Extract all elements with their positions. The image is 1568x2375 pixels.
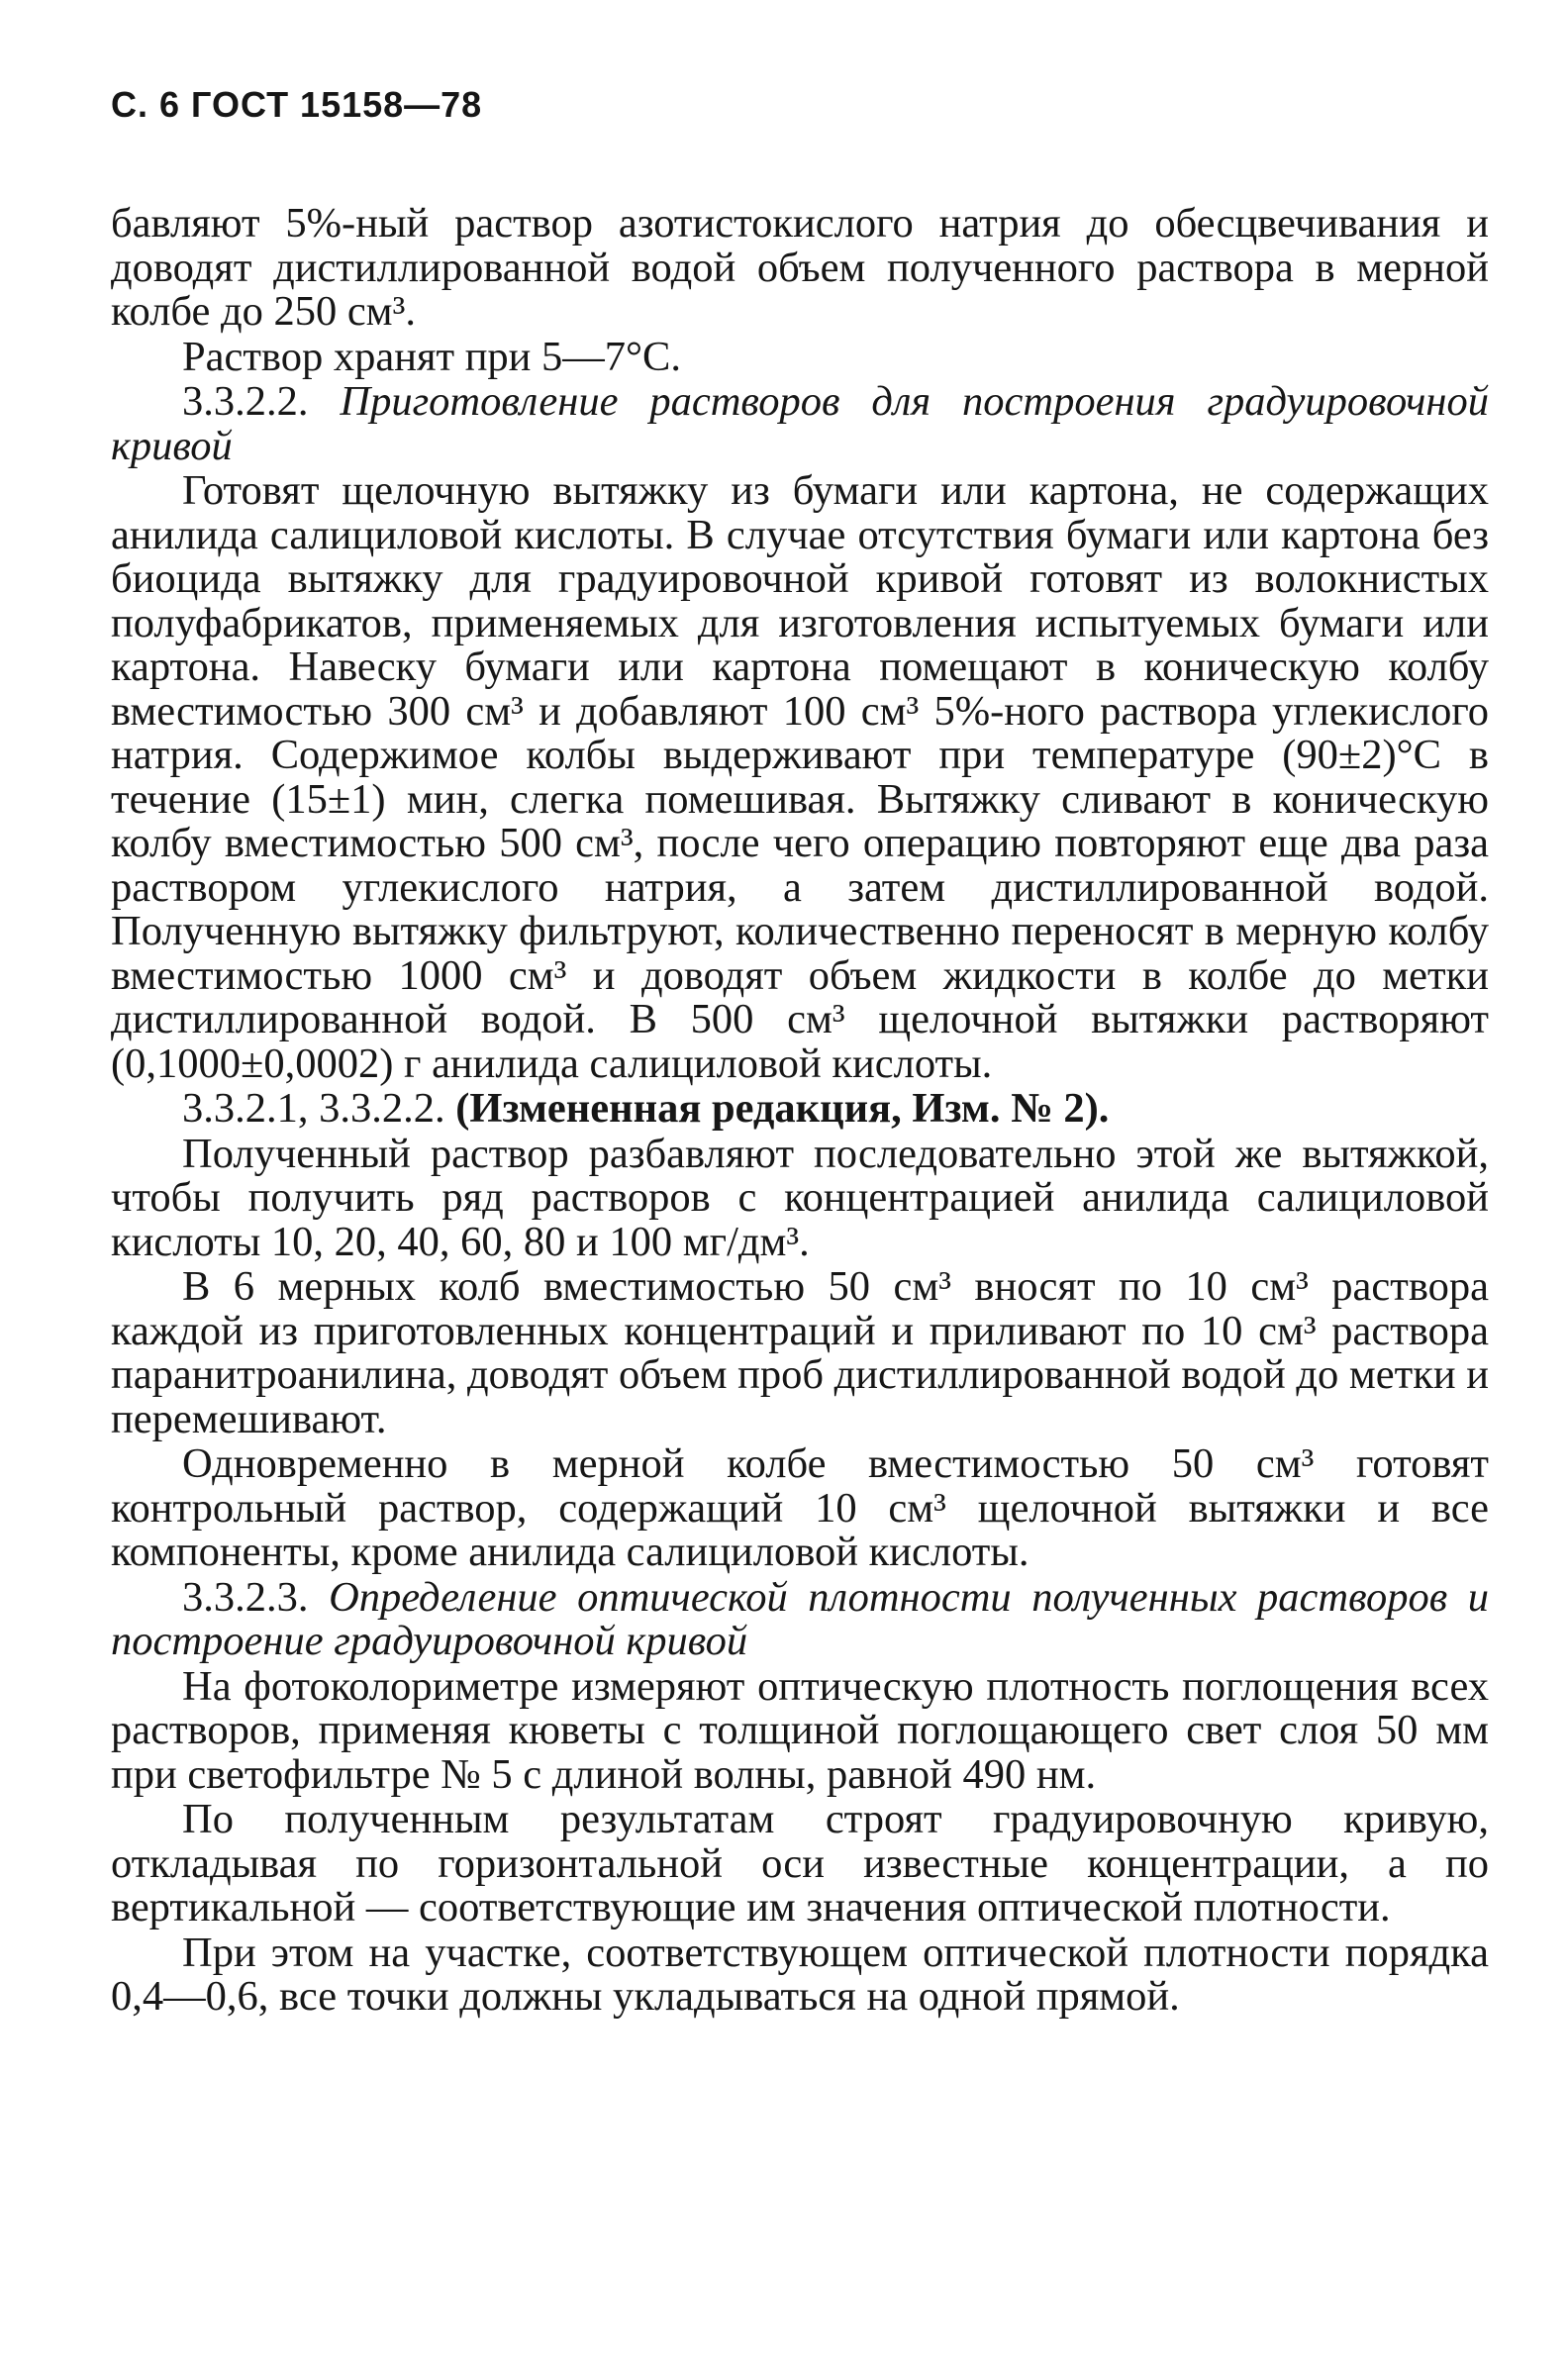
paragraph-measurement: На фотоколориметре измеряют оптическую плотность поглощения всех растворов, применяя кюветы с толщиной поглощающего свет слоя 50 мм при светофильтре № 5 с длиной волны, равной 490 нм.	[111, 1662, 1489, 1798]
document-body	[111, 202, 1489, 2020]
paragraph-calibration-curve: По полученным результатам строят градуировочную кривую, откладывая по горизонтальной оси известные концентрации, а по вертикальной — соответствующие им значения оптической плотности.	[111, 1796, 1489, 1930]
amendment-text: (Измененная редакция, Изм. № 2).	[455, 1085, 1110, 1132]
section-title: Определение оптической плотности полученных растворов и построение градуировочной кривой	[111, 1573, 1489, 1664]
paragraph-continuation: бавляют 5%-ный раствор азотистокислого натрия до обесцвечивания и доводят дистиллированной водой объем полученного раствора в мерной колбе до 250 см³.	[111, 200, 1489, 335]
section-number: 3.3.2.2.	[182, 378, 309, 425]
paragraph-dilution: Полученный раствор разбавляют последовательно этой же вытяжкой, чтобы получить ряд растворов с концентрацией анилида салициловой кислоты 10, 20, 40, 60, 80 и 100 мг/дм³.	[111, 1130, 1489, 1265]
paragraph-flasks: В 6 мерных колб вместимостью 50 см³ вносят по 10 см³ раствора каждой из приготовленных концентраций и приливают по 10 см³ раствора паранитроанилина, доводят объем проб дистиллированной водой до метки и перемешивают.	[111, 1263, 1489, 1442]
section-title: Приготовление растворов для построения градуировочной кривой	[111, 378, 1489, 469]
paragraph-extract-preparation: Готовят щелочную вытяжку из бумаги или картона, не содержащих анилида салициловой кислоты. В случае отсутствия бумаги или картона без биоцида вытяжку для градуировочной кривой готовят из волокнистых полуфабрикатов, применяемых для изготовления испытуемых бумаги или картона. Навеску бумаги или картона помещают в коническую колбу вместимостью 300 см³ и добавляют 100 см³ 5%-ного раствора углекислого натрия. Содержимое колбы выдерживают при температуре (90±2)°С в течение (15±1) мин, слегка помешивая. Вытяжку сливают в коническую колбу вместимостью 500 см³, после чего операцию повторяют еще два раза раствором углекислого натрия, а затем дистиллированной водой. Полученную вытяжку фильтруют, количественно переносят в мерную колбу вместимостью 1000 см³ и доводят объем жидкости в колбе до метки дистиллированной водой. В 500 см³ щелочной вытяжки растворяют (0,1000±0,0002) г анилида салициловой кислоты.	[111, 467, 1489, 1087]
paragraph-storage: Раствор хранят при 5—7°С.	[182, 333, 682, 380]
amendment-section-numbers: 3.3.2.1, 3.3.2.2.	[182, 1085, 445, 1132]
section-heading-3-3-2-3	[111, 1573, 1489, 1664]
section-heading-3-3-2-2	[111, 380, 1489, 468]
section-number: 3.3.2.3.	[182, 1573, 309, 1621]
paragraph-linearity: При этом на участке, соответствующем оптической плотности порядка 0,4—0,6, все точки должны укладываться на одной прямой.	[111, 1929, 1489, 2020]
running-header: С. 6 ГОСТ 15158—78	[111, 84, 483, 125]
amendment-note	[111, 1087, 1489, 1132]
paragraph-control-solution: Одновременно в мерной колбе вместимостью 50 см³ готовят контрольный раствор, содержащий 10 см³ щелочной вытяжки и все компоненты, кроме анилида салициловой кислоты.	[111, 1440, 1489, 1575]
